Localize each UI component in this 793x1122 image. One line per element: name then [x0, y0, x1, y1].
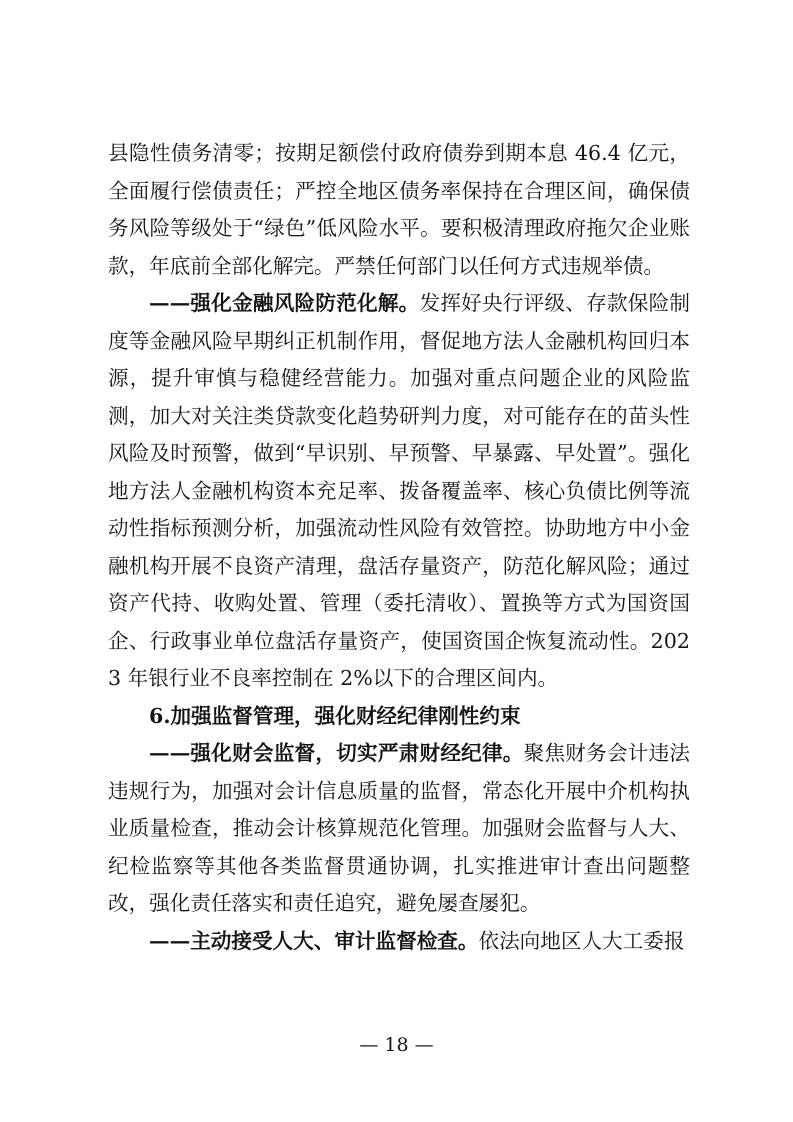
paragraph-lead: ——强化金融风险防范化解。	[149, 291, 420, 315]
paragraph-text: 聚焦财务会计违法违规行为，加强对会计信息质量的监督，常态化开展中介机构执业质量检查，推动会计核算规范化管理。加强财会监督与人大、纪检监察等其他各类监督贯通协调，扎实推进审计查出问题整改，强化责任落实和责任追究，避免屡查屡犯。	[108, 741, 691, 915]
paragraph-continued-debt	[108, 135, 690, 285]
paragraph-text: 依法向地区人大工委报	[478, 928, 685, 953]
document-body	[108, 135, 690, 960]
paragraph-audit-oversight	[108, 923, 690, 961]
paragraph-text: 发挥好央行评级、存款保险制度等金融风险早期纠正机制作用，督促地方法人金融机构回归本源，提升审慎与稳健经营能力。加强对重点问题企业的风险监测，加大对关注类贷款变化趋势研判力度，对可能存在的苗头性风险及时预警，做到“早识别、早预警、早暴露、早处置”。强化地方法人金融机构资本充足率、拨备覆盖率、核心负债比例等流动性指标预测分析，加强流动性风险有效管控。协助地方中小金融机构开展不良资产清理，盘活存量资产，防范化解风险；通过资产代持、收购处置、管理（委托清收）、置换等方式为国资国企、行政事业单位盘活存量资产，使国资国企恢复流动性。2023 年银行业不良率控制在 2%以下的合理区间内。	[108, 291, 690, 690]
paragraph-text: 县隐性债务清零；按期足额偿付政府债券到期本息 46.4 亿元，全面履行偿债责任；严控全地区债务率保持在合理区间，确保债务风险等级处于“绿色”低风险水平。要积极清理政府拖欠企业账款，年底前全部化解完。严禁任何部门以任何方式违规举债。	[108, 141, 690, 278]
paragraph-lead: ——强化财会监督，切实严肃财经纪律。	[149, 741, 524, 765]
page-number: — 18 —	[359, 1034, 434, 1056]
section-heading: 6.加强监督管理，强化财经纪律刚性约束	[149, 703, 521, 728]
paragraph-financial-risk	[108, 285, 690, 698]
paragraph-accounting-supervision	[108, 735, 690, 923]
paragraph-lead: ——主动接受人大、审计监督检查。	[149, 928, 479, 953]
